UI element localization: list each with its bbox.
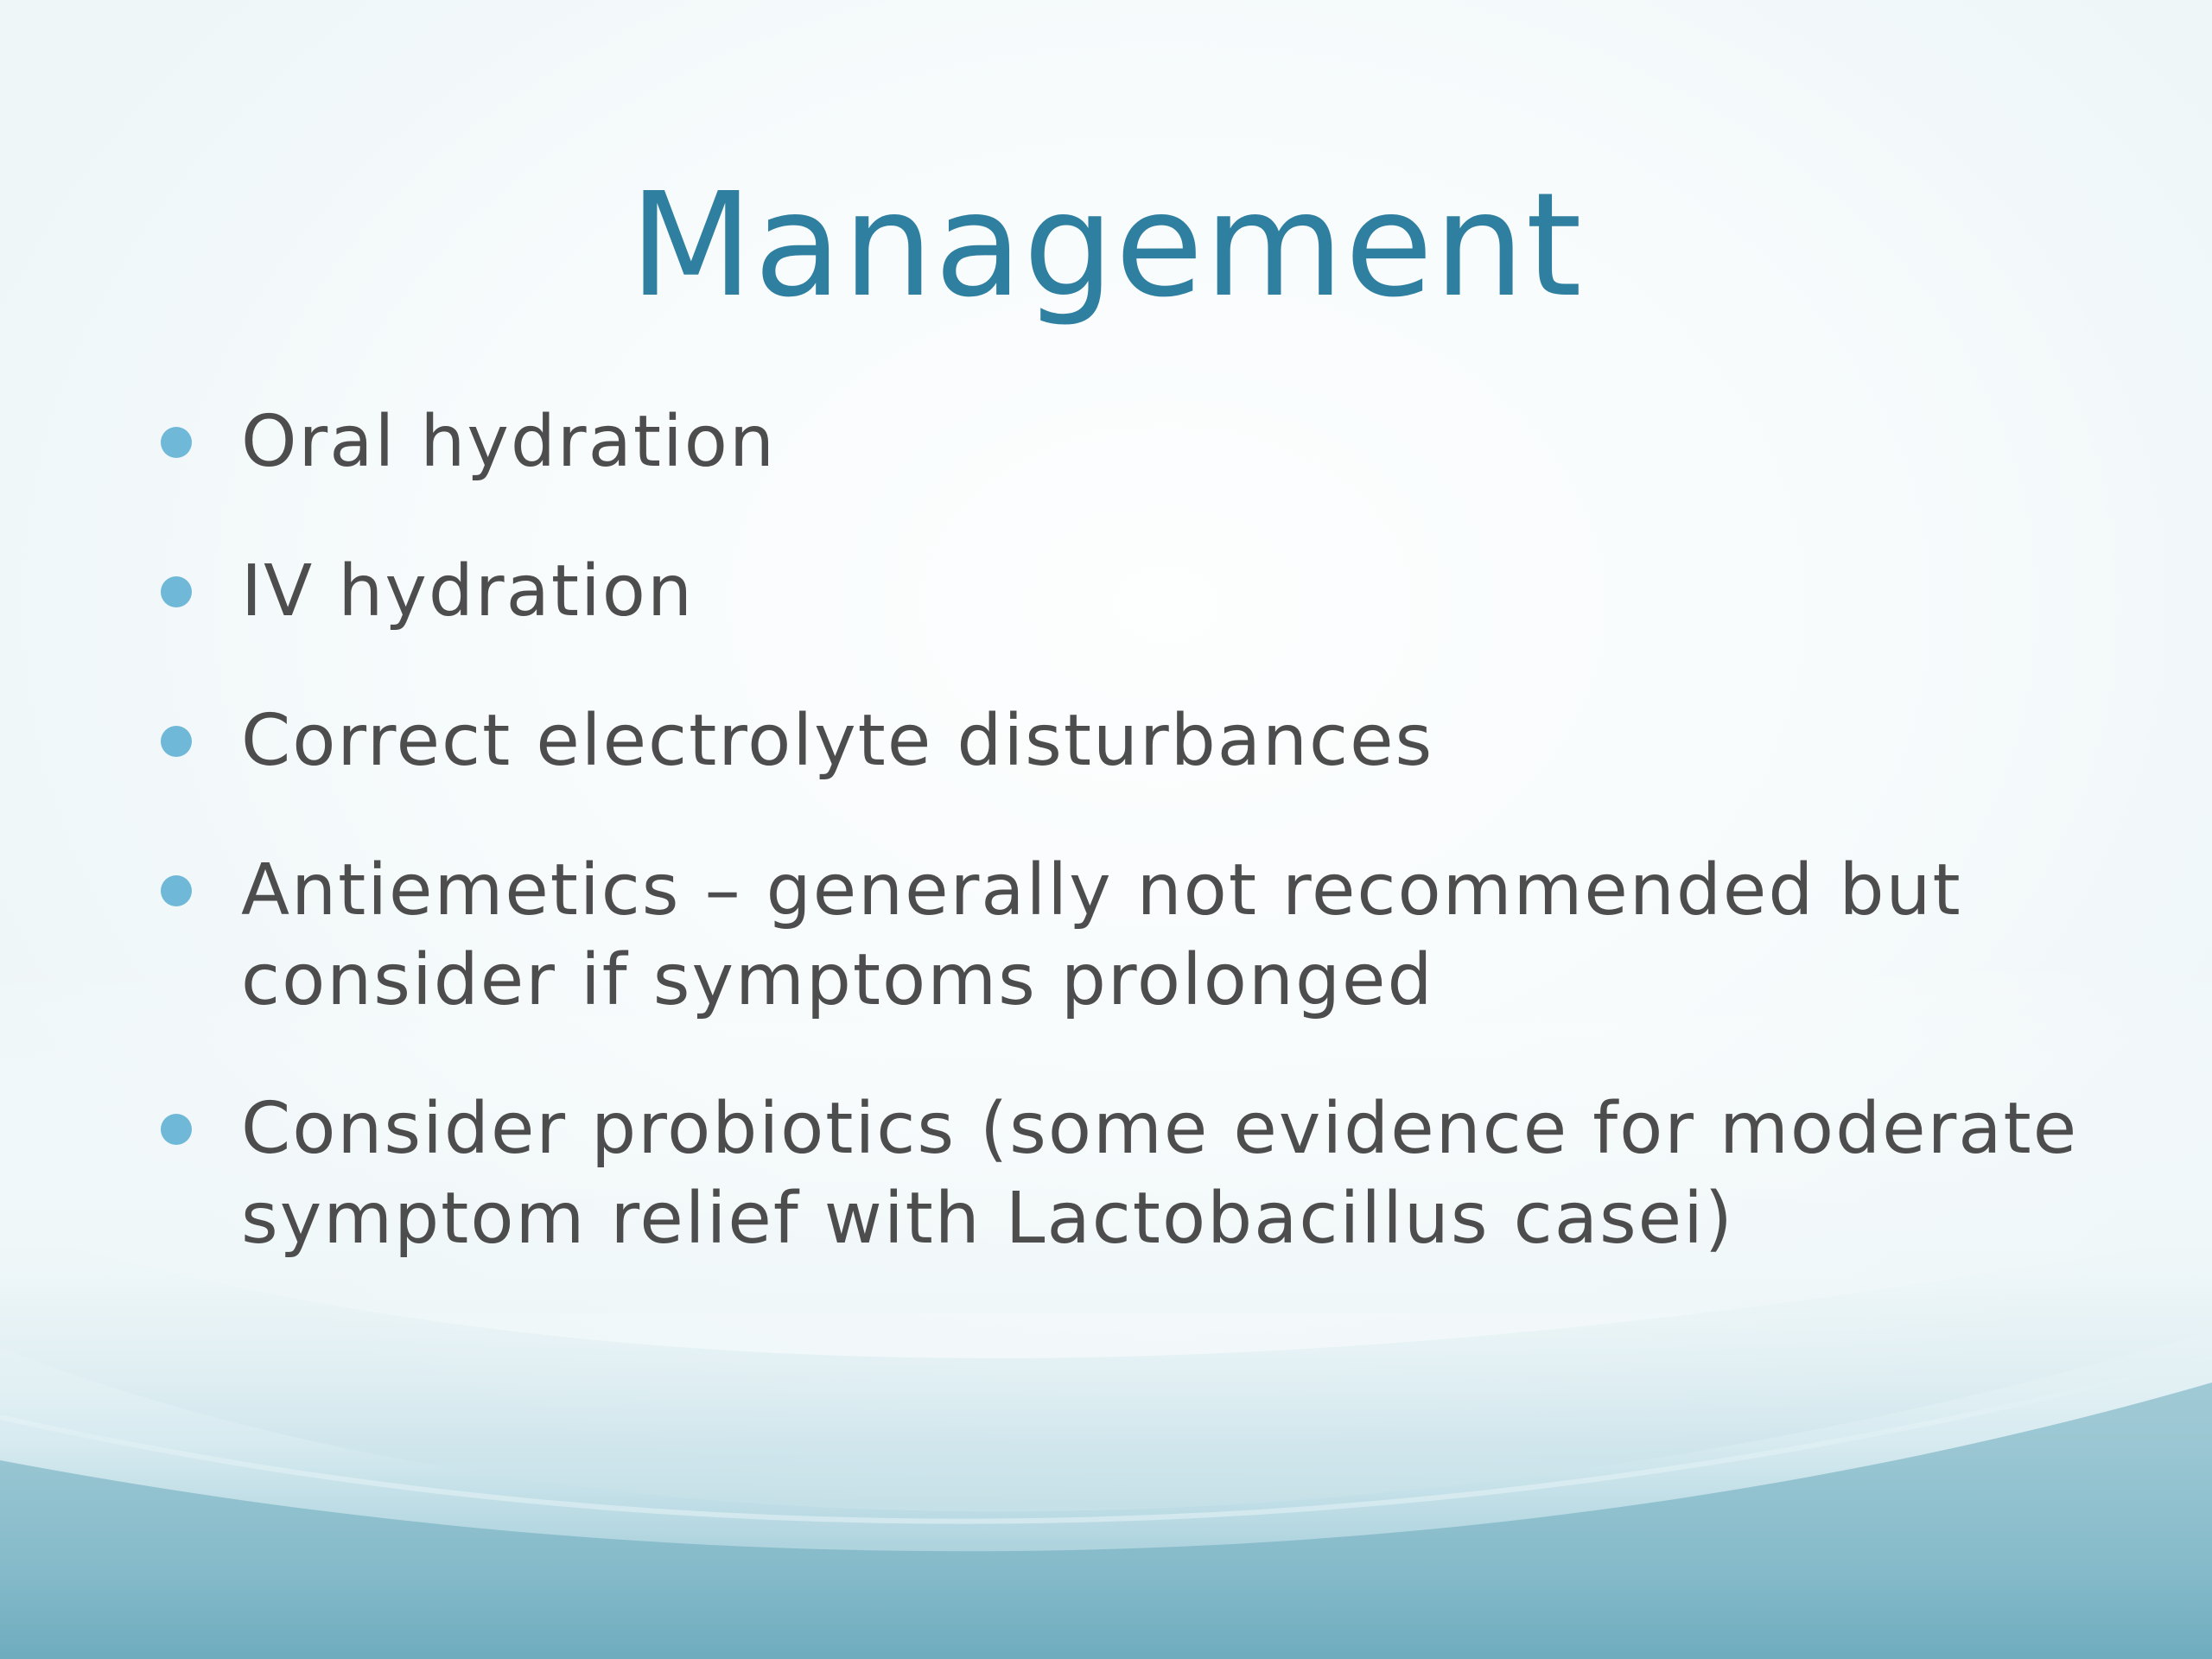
bullet-dot-icon (161, 875, 192, 906)
slide-title: Management (629, 162, 1583, 329)
bullet-text: Antiemetics – generally not recommended but consider if symptoms prolonged (241, 849, 1962, 1021)
bullet-text: IV hydration (241, 550, 694, 632)
bullet-dot-icon (161, 427, 192, 458)
bullet-text: Correct electrolyte disturbances (241, 700, 1434, 782)
bullet-text: Consider probiotics (some evidence for moderate symptom relief with Lactobacillus casei) (241, 1088, 2079, 1260)
bullet-dot-icon (161, 1114, 192, 1145)
bullet-dot-icon (161, 576, 192, 607)
bullet-text: Oral hydration (241, 401, 776, 483)
bullet-dot-icon (161, 726, 192, 757)
